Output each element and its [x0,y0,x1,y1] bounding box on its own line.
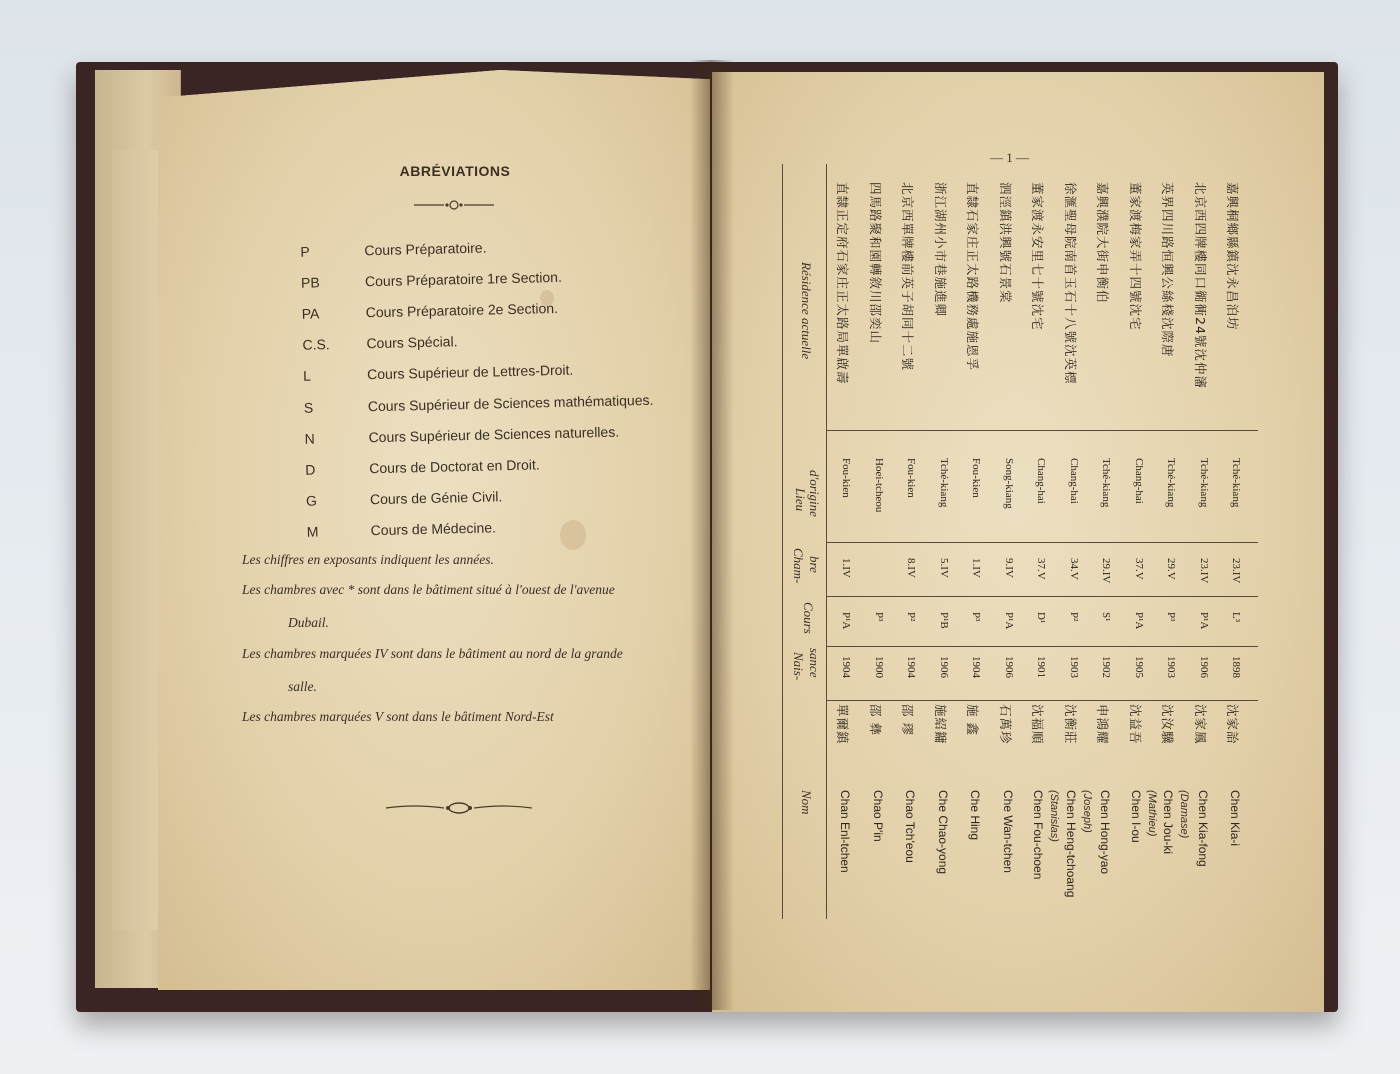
header-nom: Nom [799,790,814,815]
abbr-code: C.S. [302,336,330,353]
cell-name: Chen Fou-choen [1031,790,1045,880]
cell-origin: Fou-kien [905,458,917,498]
note-exponents: Les chiffres en exposants indiquent les années. [242,552,494,567]
cell-origin: Chang-hai [1067,458,1080,504]
cell-birth: 1898 [1230,656,1242,678]
abbr-text: Cours Spécial. [366,333,458,352]
abbr-text: Cours Préparatoire 1re Section. [364,268,563,290]
cell-origin: Chang-hai [1132,458,1145,504]
cell-chinese-name: 邵 彝 [867,704,883,736]
cell-chambre: 8.IV [905,558,917,578]
cell-name: Chao P'in [870,790,885,842]
cell-residence: 北京西單牌樓前英子胡同十二號 [900,182,915,372]
abbr-code: S [303,399,314,416]
note-chambers-star-cont: Dubail. [288,615,329,630]
cell-name: Che Hing [968,790,982,841]
abbr-text: Cours Supérieur de Lettres-Droit. [366,361,574,383]
header-naissance: Nais- [791,652,806,681]
cell-cours: P² [1067,612,1080,622]
cell-chambre: 1.IV [970,558,982,578]
cell-residence: 四馬路聚和園轉敘川邵奕山 [867,182,883,345]
header-rule-residence [826,430,1258,431]
note-chambers-star: Les chambres avec * sont dans le bâtiment situé à l'ouest de l'avenue [242,582,615,597]
cell-cours: P² [905,612,917,622]
cell-name-sub: (Stanislas) [1048,790,1060,842]
cell-chinese-name: 邵 璆 [900,704,915,736]
header-naissance: sance [807,648,822,678]
cell-cours: P³ [872,612,885,622]
note-chambers-iv: Les chambres marquées IV sont dans le bâtiment au nord de la grande [242,646,623,661]
header-chambre: bre [807,556,822,573]
abbr-text: Cours de Médecine. [370,519,497,539]
cell-chinese-name: 沈衡莊 [1062,704,1078,745]
cell-cours: P³ [1165,612,1177,622]
cell-residence: 英界四川路恒興公絲棧沈際唐 [1160,182,1175,358]
cell-chinese-name: 沈益吾 [1127,704,1143,745]
ornament-flourish-icon [384,800,534,821]
cell-name: Chen Heng-tchoang [1063,790,1078,898]
note-chambers-iv-cont: salle. [288,679,317,694]
abbr-text: Cours Préparatoire 2e Section. [365,299,559,321]
cell-residence: 嘉興桐鄉縣鎮沈永昌泊坊 [1225,182,1240,331]
cell-chambre: 29.IV [1100,558,1112,584]
cell-birth: 1901 [1035,656,1047,678]
cell-name-sub: (Damase) [1178,790,1190,839]
cell-residence: 泗涇鎮洪興號石景棠 [997,182,1013,304]
cell-chinese-name: 施 鑫 [965,704,980,736]
abbr-code: N [304,430,315,447]
header-lieu: d'origine [807,470,822,517]
cell-chambre: 23.IV [1230,558,1242,584]
abbr-code: PA [301,305,320,322]
cell-name: Chao Tch'eou [903,790,917,863]
cell-origin: Fou-kien [840,458,852,498]
cell-chambre: 29.V [1165,558,1177,580]
abbr-code: M [306,523,319,540]
page-title: ABRÉVIATIONS [399,163,511,179]
cell-name-sub: (Mathieu) [1145,790,1158,837]
note-chambers-v: Les chambres marquées V sont dans le bâtiment Nord-Est [242,709,554,724]
abbr-code: P [300,243,310,260]
cell-origin: Tché-kiang [1230,458,1242,508]
cell-residence: 徐滙聖母院南首玉石十八號沈英標 [1062,182,1078,385]
cell-origin: Tché-kiang [1165,458,1177,508]
cell-origin: Song-kiang [1002,458,1015,509]
cell-chinese-name: 單爾鎮 [835,704,850,745]
table-border-left [782,164,783,919]
cell-cours: S¹ [1100,612,1112,622]
cell-residence: 董家渡梅家弄十四號沈宅 [1127,182,1143,331]
cell-chinese-name: 沈家詒 [1225,704,1240,745]
book-gutter [690,60,734,1010]
cell-cours: P¹A [1002,612,1015,630]
cell-name-sub: (Joseph) [1080,790,1093,833]
cell-birth: 1904 [970,656,982,678]
cell-birth: 1904 [840,656,852,678]
cell-name: Chen Kia-fong [1195,790,1210,867]
header-column-rule [826,164,827,919]
cell-name: Chen Hong-yao [1098,790,1112,875]
header-chambre: Cham- [791,548,806,584]
cell-chinese-name: 沈家鳳 [1192,704,1208,745]
cell-cours: P¹A [1132,612,1145,630]
cell-cours: P³ [970,612,982,622]
cell-residence: 直隸石家庄正太路機務處施恩孚 [965,182,980,372]
cell-chambre: 5.IV [937,558,950,578]
cell-cours: P¹A [1197,612,1210,630]
cell-origin: Tché-kiang [1100,458,1112,508]
cell-chambre: 34.V [1067,558,1080,580]
cell-chinese-name: 沈福順 [1030,704,1045,745]
cell-chambre: 37.V [1035,558,1047,580]
cell-name: Chen I-ou [1128,790,1143,843]
cell-cours: L³ [1230,612,1242,623]
cell-chambre: 37.V [1132,558,1145,580]
abbr-code: PB [300,274,320,291]
cell-cours: P¹B [937,612,950,629]
cell-residence: 董家渡永安里七十號沈宅 [1030,182,1045,331]
cell-name: Che Wan-tchen [1000,790,1015,873]
cell-birth: 1905 [1132,656,1145,678]
cell-origin: Fou-kien [970,458,982,498]
abbr-text: Cours Préparatoire. [364,239,487,258]
header-rule-chambre [826,596,1258,597]
abbr-text: Cours de Doctorat en Droit. [369,456,540,477]
cell-name: Chen Jou-ki [1161,790,1175,855]
cell-chambre: 23.IV [1197,558,1210,584]
header-residence: Résidence actuelle [799,262,814,360]
abbr-text: Cours Supérieur de Sciences naturelles. [368,423,620,445]
cell-residence: 嘉興濮院大街申衡伯 [1095,182,1110,304]
abbreviation-list [290,227,697,548]
cell-origin: Hoei-tcheou [872,458,885,513]
abbr-code: L [302,367,312,385]
abbr-text: Cours Supérieur de Sciences mathématiques. [367,391,654,414]
cell-birth: 1902 [1100,656,1112,678]
cell-name: Chen Kia-i [1228,790,1242,847]
ornament-rule-icon [412,198,496,217]
cell-cours: P¹A [840,612,852,630]
header-lieu: Lieu [793,488,808,512]
header-rule-cours [826,646,1258,647]
cell-residence: 浙江湖州小市巷施進卿 [932,182,948,318]
cell-birth: 1903 [1165,656,1177,678]
cell-cours: D¹ [1035,612,1047,624]
cell-birth: 1900 [872,656,885,678]
cell-name: Chan Enl-tchen [838,790,852,873]
cell-chinese-name: 沈汝驥 [1160,704,1175,745]
cell-birth: 1906 [937,656,950,678]
cell-origin: Tché-kiang [1197,458,1210,508]
cell-birth: 1906 [1197,656,1210,678]
cell-birth: 1903 [1067,656,1080,678]
header-rule-naissance [826,700,1258,701]
cell-chinese-name: 申鴻耀 [1095,704,1110,745]
abbr-code: D [305,461,316,478]
cell-birth: 1906 [1002,656,1015,678]
cell-name: Che Chao-yong [935,790,950,875]
cell-residence: 北京西四牌樓同口衚衕24號沈仲瀋 [1192,182,1208,389]
cell-origin: Chang-hai [1035,458,1047,504]
abbr-text: Cours de Génie Civil. [369,488,503,508]
cell-birth: 1904 [905,656,917,678]
cell-chinese-name: 施紹鏞 [932,704,948,745]
cell-chambre: 1.IV [840,558,852,578]
header-rule-lieu [826,542,1258,543]
cell-chinese-name: 石萬珍 [997,704,1013,745]
cell-residence: 直隸正定府石家庄正太路局單啟壽 [835,182,850,385]
cell-origin: Tché-kiang [937,458,950,508]
abbr-code: G [305,492,318,509]
cell-chambre: 9.IV [1002,558,1015,578]
page-number: — 1 — [990,150,1029,165]
header-cours: Cours [801,602,816,634]
